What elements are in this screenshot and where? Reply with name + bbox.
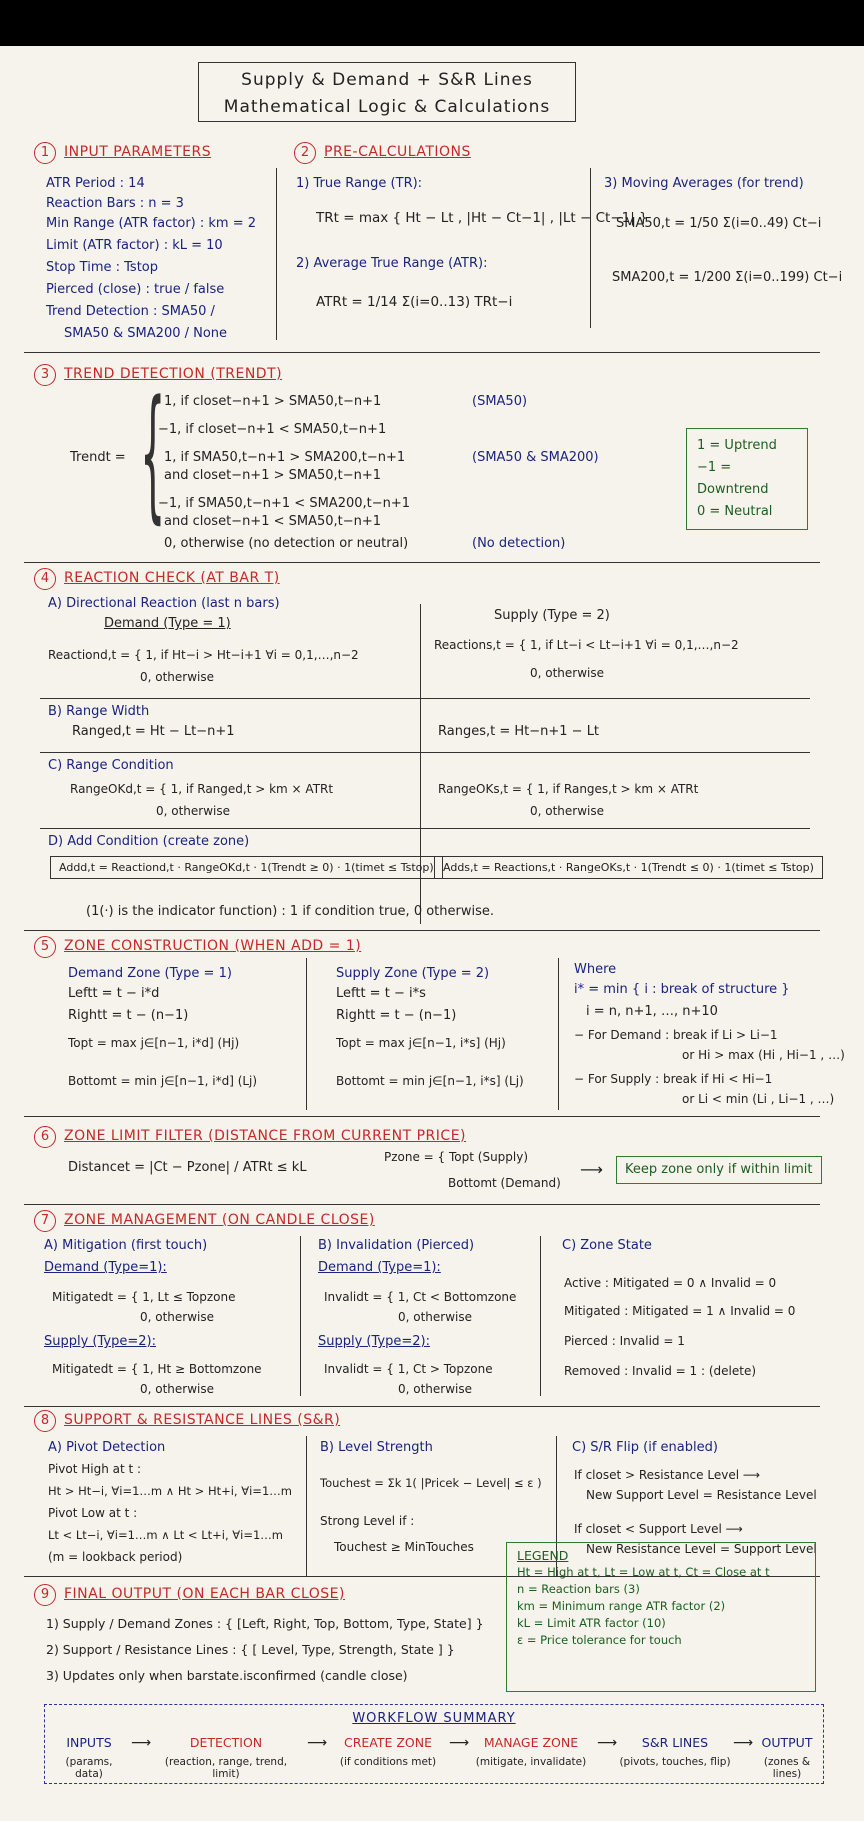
rangeok-demand-else: 0, otherwise — [156, 804, 231, 818]
reaction-demand-else: 0, otherwise — [140, 670, 215, 684]
mitigated-demand: Mitigatedt = { 1, Lt ≤ Topzone — [52, 1290, 236, 1304]
where-row: or Li < min (Li , Li−1 , …) — [682, 1092, 835, 1106]
section-title: INPUT PARAMETERS — [64, 144, 212, 160]
title-line-2: Mathematical Logic & Calculations — [223, 97, 551, 117]
legend-row: ε = Price tolerance for touch — [517, 1633, 682, 1647]
divider — [24, 1406, 820, 1407]
section-title: FINAL OUTPUT (ON EACH BAR CLOSE) — [64, 1586, 345, 1602]
trend-row: 1, if SMA50,t−n+1 > SMA200,t−n+1 — [164, 450, 406, 465]
legend-row: n = Reaction bars (3) — [517, 1582, 640, 1596]
reaction-label: A) Directional Reaction (last n bars) — [48, 596, 280, 611]
param-trend-options: SMA50 & SMA200 / None — [64, 326, 228, 341]
arrow-icon: ⟶ — [307, 1735, 328, 1751]
output-zones: 1) Supply / Demand Zones : { [Left, Right, Top, Bottom, Type, State] } — [46, 1616, 484, 1631]
param-min-range: Min Range (ATR factor) : km = 2 — [46, 216, 257, 231]
where-row: i = n, n+1, …, n+10 — [586, 1004, 718, 1019]
legend-downtrend: −1 = Downtrend — [697, 460, 769, 497]
step-label: DETECTION — [189, 1735, 263, 1750]
demand-right: Rightt = t − (n−1) — [68, 1008, 189, 1023]
pivot-low-label: Pivot Low at t : — [48, 1506, 138, 1520]
step-desc: (params, data) — [65, 1756, 113, 1780]
range-demand: Ranged,t = Ht − Lt−n+1 — [72, 724, 235, 739]
section-number: 2 — [294, 142, 316, 164]
section-number: 9 — [34, 1584, 56, 1606]
range-condition-label: C) Range Condition — [48, 758, 174, 773]
section-number: 7 — [34, 1210, 56, 1232]
pivot-detection-label: A) Pivot Detection — [48, 1440, 166, 1455]
legend-neutral: 0 = Neutral — [697, 504, 773, 519]
demand-top: Topt = max j∈[n−1, i*d] (Hj) — [68, 1036, 240, 1050]
step-label: CREATE ZONE — [343, 1735, 433, 1750]
divider — [24, 1204, 820, 1205]
invalidation-label: B) Invalidation (Pierced) — [318, 1238, 475, 1253]
pivot-low-formula: Lt < Lt−i, ∀i=1…m ∧ Lt < Lt+i, ∀i=1…m — [48, 1528, 284, 1542]
rangeok-demand: RangeOKd,t = { 1, if Ranged,t > km × ATRt — [70, 782, 334, 796]
reaction-demand: Reactiond,t = { 1, if Ht−i > Ht−i+1 ∀i = 0,1,…,n−2 — [48, 648, 359, 662]
workflow-step-manage-zone — [471, 1735, 591, 1768]
trend-tag-sma50: (SMA50) — [472, 394, 528, 409]
demand-bottom: Bottomt = min j∈[n−1, i*d] (Lj) — [68, 1074, 258, 1088]
section-number: 5 — [34, 936, 56, 958]
workflow-step-sr-lines — [619, 1735, 731, 1768]
section-title: ZONE MANAGEMENT (ON CANDLE CLOSE) — [64, 1212, 375, 1228]
flip-result-1: New Support Level = Resistance Level — [586, 1488, 817, 1502]
section-title: ZONE CONSTRUCTION (WHEN ADD = 1) — [64, 938, 362, 954]
divider — [40, 752, 810, 753]
param-reaction-bars: Reaction Bars : n = 3 — [46, 196, 184, 211]
rangeok-supply-else: 0, otherwise — [530, 804, 605, 818]
arrow-icon: ⟶ — [131, 1735, 152, 1751]
range-supply: Ranges,t = Ht−n+1 − Lt — [438, 724, 600, 739]
param-atr-period: ATR Period : 14 — [46, 176, 145, 191]
legend-row: Ht = High at t, Lt = Low at t, Ct = Close at t — [517, 1565, 770, 1579]
range-width-label: B) Range Width — [48, 704, 150, 719]
supply-title: Supply (Type = 2) — [494, 608, 610, 623]
distance-formula: Distancet = |Ct − Pzone| / ATRt ≤ kL — [68, 1160, 307, 1175]
strong-level-label: Strong Level if : — [320, 1514, 415, 1528]
where-label: Where — [574, 962, 617, 977]
step-desc: (zones & lines) — [763, 1756, 811, 1780]
reaction-supply: Reactions,t = { 1, if Lt−i < Lt−i+1 ∀i = 0,1,…,n−2 — [434, 638, 739, 652]
section-title: PRE-CALCULATIONS — [324, 144, 471, 160]
step-label: MANAGE ZONE — [483, 1735, 579, 1750]
invalid-supply: Invalidt = { 1, Ct > Topzone — [324, 1362, 493, 1376]
divider — [24, 930, 820, 931]
step-desc: (pivots, touches, flip) — [619, 1756, 731, 1768]
trend-row: 0, otherwise (no detection or neutral) — [164, 536, 409, 551]
section-final-output — [34, 1584, 345, 1606]
trend-lhs: Trendt = — [70, 450, 126, 465]
demand-zone-title: Demand Zone (Type = 1) — [68, 966, 232, 981]
step-desc: (mitigate, invalidate) — [475, 1756, 587, 1768]
section-zone-management — [34, 1210, 375, 1232]
supply-left: Leftt = t − i*s — [336, 986, 426, 1001]
trend-legend-box — [686, 428, 808, 530]
section-zone-limit-filter — [34, 1126, 466, 1148]
flip-rule-1: If closet > Resistance Level ⟶ — [574, 1468, 761, 1482]
divider — [40, 828, 810, 829]
section-number: 1 — [34, 142, 56, 164]
legend-row: km = Minimum range ATR factor (2) — [517, 1599, 726, 1613]
state-active: Active : Mitigated = 0 ∧ Invalid = 0 — [564, 1276, 777, 1290]
invalid-demand-else: 0, otherwise — [398, 1310, 473, 1324]
mitigated-supply-else: 0, otherwise — [140, 1382, 215, 1396]
arrow-icon: ⟶ — [580, 1160, 603, 1179]
trend-row: and closet−n+1 < SMA50,t−n+1 — [164, 514, 382, 529]
section-title: TREND DETECTION (TRENDT) — [64, 366, 283, 382]
step-label: OUTPUT — [761, 1735, 813, 1750]
section-title: SUPPORT & RESISTANCE LINES (S&R) — [64, 1412, 341, 1428]
keep-zone-box: Keep zone only if within limit — [616, 1156, 822, 1184]
divider — [24, 1116, 820, 1117]
divider — [558, 958, 559, 1110]
reaction-supply-else: 0, otherwise — [530, 666, 605, 680]
strong-level-formula: Touchest ≥ MinTouches — [334, 1540, 474, 1554]
tr-label: 1) True Range (TR): — [296, 176, 423, 191]
add-supply-box: Adds,t = Reactions,t · RangeOKs,t · 1(Trendt ≤ 0) · 1(timet ≤ Tstop) — [434, 856, 823, 879]
divider — [276, 168, 277, 340]
supply-zone-title: Supply Zone (Type = 2) — [336, 966, 490, 981]
step-desc: (reaction, range, trend, limit) — [164, 1756, 288, 1780]
state-mitigated: Mitigated : Mitigated = 1 ∧ Invalid = 0 — [564, 1304, 796, 1318]
legend-box — [506, 1542, 816, 1692]
divider — [590, 168, 591, 328]
section-title: REACTION CHECK (AT BAR T) — [64, 570, 280, 586]
mitigated-supply: Mitigatedt = { 1, Ht ≥ Bottomzone — [52, 1362, 262, 1376]
workflow-summary — [44, 1704, 824, 1784]
section-number: 6 — [34, 1126, 56, 1148]
state-pierced: Pierced : Invalid = 1 — [564, 1334, 685, 1348]
divider — [40, 698, 810, 699]
zone-state-label: C) Zone State — [562, 1238, 652, 1253]
output-lines: 2) Support / Resistance Lines : { [ Level, Type, Strength, State ] } — [46, 1642, 455, 1657]
where-row: − For Demand : break if Li > Li−1 — [574, 1028, 778, 1042]
mitigation-label: A) Mitigation (first touch) — [44, 1238, 208, 1253]
step-label: INPUTS — [66, 1735, 112, 1750]
step-desc: (if conditions met) — [339, 1756, 437, 1768]
sma200-formula: SMA200,t = 1/200 Σ(i=0..199) Ct−i — [612, 270, 843, 285]
section-input-parameters — [34, 142, 211, 164]
step-label: S&R LINES — [641, 1735, 709, 1750]
invalid-demand: Invalidt = { 1, Ct < Bottomzone — [324, 1290, 517, 1304]
param-pierced: Pierced (close) : true / false — [46, 282, 225, 297]
section-zone-construction — [34, 936, 361, 958]
atr-label: 2) Average True Range (ATR): — [296, 256, 488, 271]
legend-title: LEGEND — [517, 1548, 569, 1563]
state-removed: Removed : Invalid = 1 : (delete) — [564, 1364, 757, 1378]
mitigation-supply-label: Supply (Type=2): — [44, 1334, 156, 1349]
left-brace: { — [140, 373, 166, 539]
mitigation-demand-label: Demand (Type=1): — [44, 1260, 167, 1275]
level-strength-label: B) Level Strength — [320, 1440, 433, 1455]
supply-bottom: Bottomt = min j∈[n−1, i*s] (Lj) — [336, 1074, 524, 1088]
where-row: i* = min { i : break of structure } — [574, 982, 790, 997]
arrow-icon: ⟶ — [449, 1735, 470, 1751]
mitigated-demand-else: 0, otherwise — [140, 1310, 215, 1324]
touches-formula: Touchest = Σk 1( |Pricek − Level| ≤ ε ) — [320, 1476, 542, 1490]
lookback-note: (m = lookback period) — [48, 1550, 183, 1564]
sma50-formula: SMA50,t = 1/50 Σ(i=0..49) Ct−i — [616, 216, 822, 231]
pzone-formula-else: Bottomt (Demand) — [448, 1176, 561, 1190]
tr-formula: TRt = max { Ht − Lt , |Ht − Ct−1| , |Lt − Ct−1| } — [316, 210, 648, 226]
ma-label: 3) Moving Averages (for trend) — [604, 176, 804, 191]
pivot-high-label: Pivot High at t : — [48, 1462, 142, 1476]
section-reaction-check — [34, 568, 280, 590]
section-title: ZONE LIMIT FILTER (DISTANCE FROM CURRENT PRICE) — [64, 1128, 466, 1144]
pzone-formula: Pzone = { Topt (Supply) — [384, 1150, 529, 1164]
workflow-step-output — [753, 1735, 821, 1780]
divider — [24, 562, 820, 563]
demand-title: Demand (Type = 1) — [104, 616, 231, 631]
invalidation-demand-label: Demand (Type=1): — [318, 1260, 441, 1275]
divider — [540, 1236, 541, 1396]
arrow-icon: ⟶ — [733, 1735, 754, 1751]
page-title — [198, 62, 576, 122]
divider — [300, 1236, 301, 1396]
param-limit: Limit (ATR factor) : kL = 10 — [46, 238, 223, 253]
workflow-title: WORKFLOW SUMMARY — [352, 1711, 516, 1726]
title-line-1: Supply & Demand + S&R Lines — [241, 70, 533, 90]
arrow-icon: ⟶ — [597, 1735, 618, 1751]
where-row: − For Supply : break if Hi < Hi−1 — [574, 1072, 773, 1086]
pivot-high-formula: Ht > Ht−i, ∀i=1…m ∧ Ht > Ht+i, ∀i=1…m — [48, 1484, 292, 1498]
legend-uptrend: 1 = Uptrend — [697, 438, 777, 453]
output-updates: 3) Updates only when barstate.isconfirmed (candle close) — [46, 1668, 408, 1683]
supply-right: Rightt = t − (n−1) — [336, 1008, 457, 1023]
trend-row: 1, if closet−n+1 > SMA50,t−n+1 — [164, 394, 382, 409]
trend-row: and closet−n+1 > SMA50,t−n+1 — [164, 468, 382, 483]
trend-tag-sma50-200: (SMA50 & SMA200) — [472, 450, 599, 465]
sr-flip-label: C) S/R Flip (if enabled) — [572, 1440, 718, 1455]
divider — [306, 958, 307, 1110]
trend-row: −1, if closet−n+1 < SMA50,t−n+1 — [158, 422, 387, 437]
flip-rule-2: If closet < Support Level ⟶ — [574, 1522, 743, 1536]
param-stop-time: Stop Time : Tstop — [46, 260, 159, 275]
indicator-note: (1(·) is the indicator function) : 1 if condition true, 0 otherwise. — [86, 904, 495, 919]
section-sr-lines — [34, 1410, 340, 1432]
rangeok-supply: RangeOKs,t = { 1, if Ranges,t > km × ATRt — [438, 782, 699, 796]
where-row: or Hi > max (Hi , Hi−1 , …) — [682, 1048, 845, 1062]
flip-result-2: New Resistance Level = Support Level — [586, 1542, 817, 1556]
workflow-step-inputs — [51, 1735, 127, 1780]
trend-row: −1, if SMA50,t−n+1 < SMA200,t−n+1 — [158, 496, 411, 511]
section-number: 8 — [34, 1410, 56, 1432]
section-number: 3 — [34, 364, 56, 386]
invalidation-supply-label: Supply (Type=2): — [318, 1334, 430, 1349]
param-trend-detection: Trend Detection : SMA50 / — [46, 304, 215, 319]
invalid-supply-else: 0, otherwise — [398, 1382, 473, 1396]
section-number: 4 — [34, 568, 56, 590]
trend-tag-none: (No detection) — [472, 536, 566, 551]
workflow-step-detection — [151, 1735, 301, 1780]
divider — [306, 1436, 307, 1576]
divider — [24, 352, 820, 353]
workflow-step-create-zone — [333, 1735, 443, 1768]
section-pre-calculations — [294, 142, 471, 164]
add-demand-box: Addd,t = Reactiond,t · RangeOKd,t · 1(Trendt ≥ 0) · 1(timet ≤ Tstop) — [50, 856, 443, 879]
demand-left: Leftt = t − i*d — [68, 986, 160, 1001]
legend-row: kL = Limit ATR factor (10) — [517, 1616, 666, 1630]
add-condition-label: D) Add Condition (create zone) — [48, 834, 250, 849]
atr-formula: ATRt = 1/14 Σ(i=0..13) TRt−i — [316, 294, 513, 310]
supply-top: Topt = max j∈[n−1, i*s] (Hj) — [336, 1036, 506, 1050]
